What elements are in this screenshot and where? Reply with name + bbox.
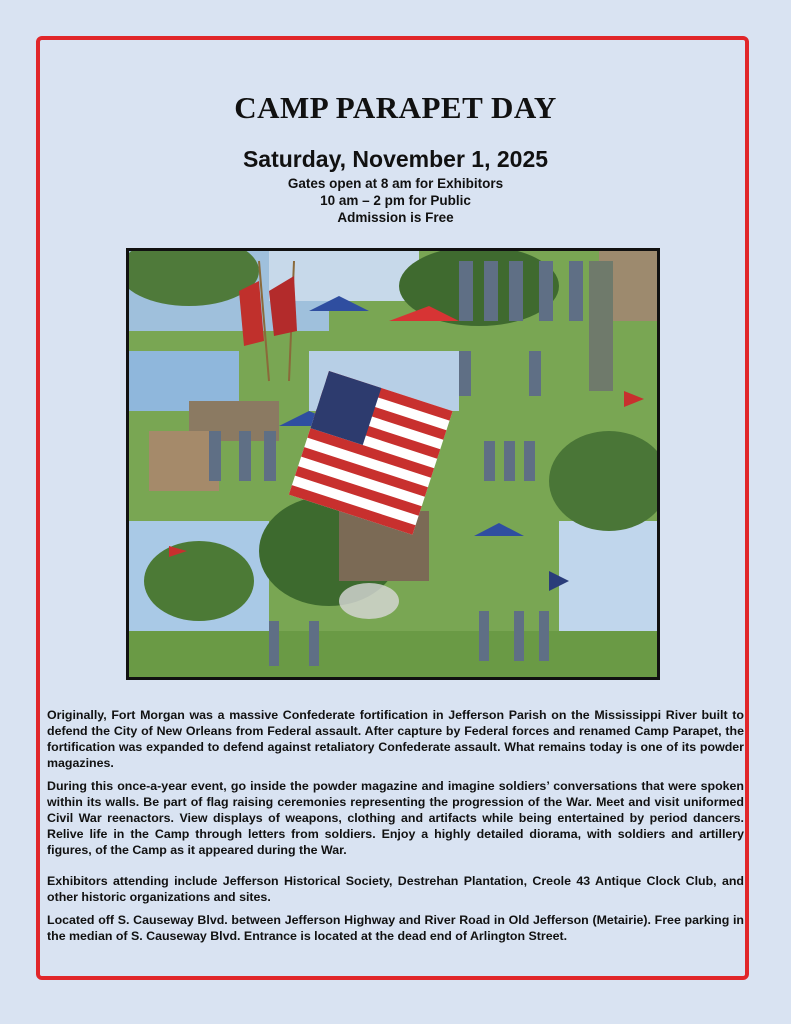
location-paragraph: Located off S. Causeway Blvd. between Jefferson Highway and River Road in Old Jefferson (Metairie). Free parking in the median of S. Causeway Blvd. Entrance is located at the dead end of Arlington Street. bbox=[47, 913, 744, 944]
history-paragraph: Originally, Fort Morgan was a massive Confederate fortification in Jefferson Parish on the Mississippi River built to defend the City of New Orleans from Federal assault. After capture by Federal forces and renamed Camp Parapet, the fortification was expanded to defend against retaliatory Confederate assault. What remains today is one of its powder magazines. bbox=[47, 708, 744, 771]
photo-collage bbox=[126, 248, 660, 680]
public-hours-line: 10 am – 2 pm for Public bbox=[320, 193, 471, 208]
gates-open-line: Gates open at 8 am for Exhibitors bbox=[287, 176, 504, 191]
admission-line: Admission is Free bbox=[337, 210, 454, 225]
event-description-paragraph: During this once-a-year event, go inside the powder magazine and imagine soldiers’ conversations that were spoken within its walls. Be part of flag raising ceremonies representing the progression of the War. Meet and visit uniformed Civil War reenactors. View displays of weapons, clothing and artifacts while being entertained by period dancers. Relive life in the Camp through letters from soldiers. Enjoy a highly detailed diorama, with soldiers and artillery figures, of the Camp as it appeared during the War. bbox=[47, 779, 744, 858]
exhibitors-paragraph: Exhibitors attending include Jefferson Historical Society, Destrehan Plantation, Creole 43 Antique Clock Club, and other historic organizations and sites. bbox=[47, 874, 744, 905]
event-title: CAMP PARAPET DAY bbox=[234, 90, 557, 125]
event-date: Saturday, November 1, 2025 bbox=[242, 146, 549, 172]
